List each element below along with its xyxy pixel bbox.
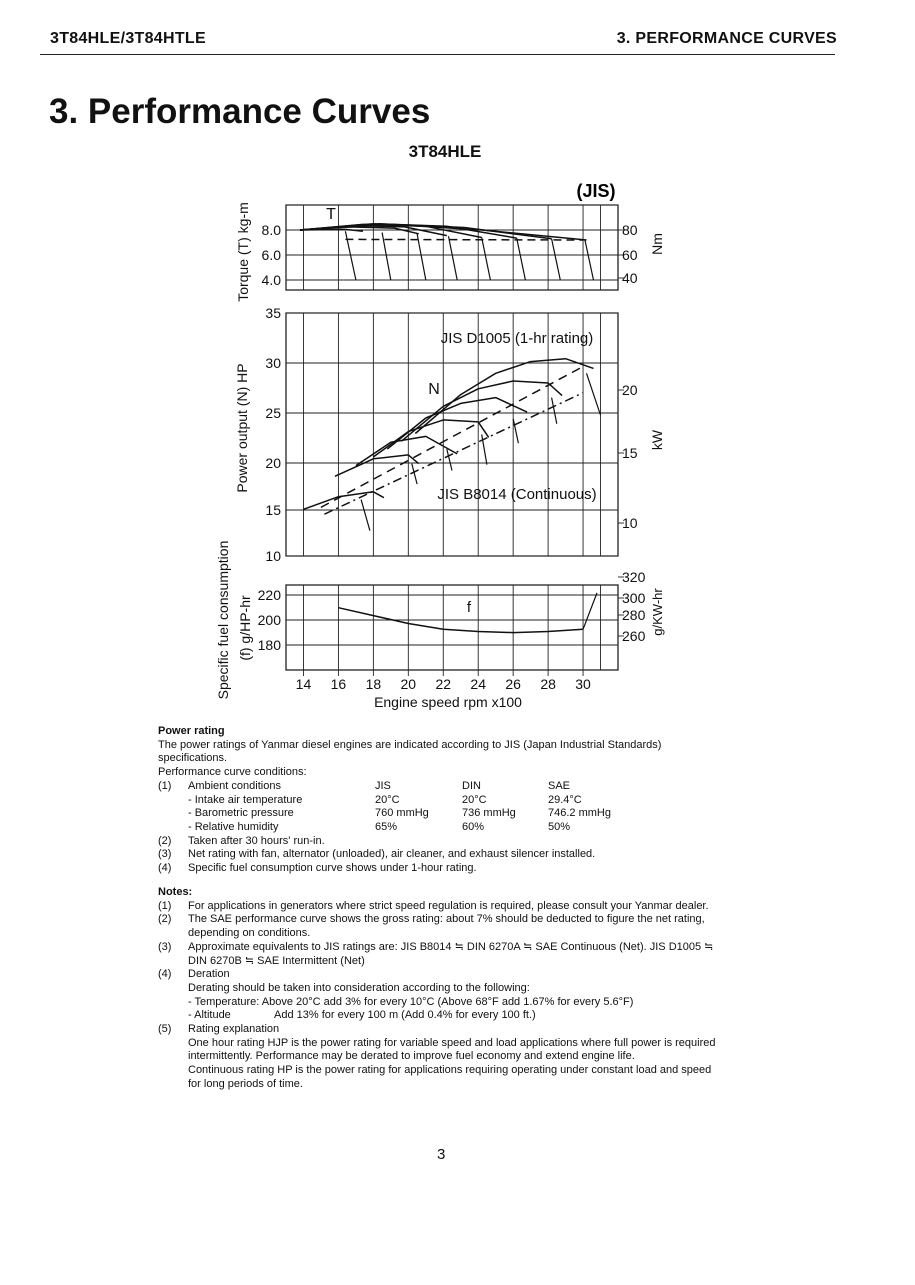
power-right-tick-label: 10	[622, 515, 638, 531]
fuel-left-tick-label: 220	[257, 587, 281, 603]
note-title: Deration	[188, 968, 230, 981]
power-governor-drop	[587, 373, 601, 415]
fuel-axis-subtitle: (f) g/HP-hr	[237, 595, 253, 661]
torque-left-tick-label: 4.0	[261, 272, 281, 288]
note-item	[158, 1023, 726, 1092]
power-rating-section	[158, 725, 726, 876]
page-title: 3. Performance Curves	[49, 92, 431, 131]
condition-label: - Barometric pressure	[188, 807, 294, 820]
torque-right-axis-title: Nm	[649, 233, 665, 255]
condition-din: 20°C	[462, 793, 487, 806]
torque-governor-drop	[482, 238, 491, 281]
annotation-jis-d1005: JIS D1005 (1-hr rating)	[440, 330, 594, 347]
power-curve	[304, 492, 384, 510]
power-governor-drop	[361, 500, 370, 531]
power-right-tick-label: 15	[622, 445, 638, 461]
torque-left-tick-label: 8.0	[261, 222, 281, 238]
item-number: (1)	[158, 779, 172, 792]
note-title: Rating explanation	[188, 1023, 280, 1036]
rating-one-hour: One hour rating HJP is the power rating for variable speed and load applications where full power is required intermittently. Performance may be derated to improve fuel economy and extend engine life.	[188, 1036, 716, 1063]
power-governor-drop	[412, 464, 417, 484]
power-left-tick-label: 20	[265, 455, 281, 471]
fuel-left-tick-label: 200	[257, 612, 281, 628]
x-tick-label: 30	[575, 676, 591, 692]
ambient-label: Ambient conditions	[188, 779, 281, 792]
power-left-tick-label: 25	[265, 405, 281, 421]
condition-sae: 50%	[548, 820, 571, 833]
power-left-tick-label: 30	[265, 355, 281, 371]
torque-right-tick-label: 40	[622, 270, 638, 286]
conditions-label: Performance curve conditions:	[158, 766, 307, 779]
x-tick-label: 14	[295, 676, 312, 692]
torque-axis-title: Torque (T) kg-m	[235, 202, 251, 302]
torque-continuous-line	[345, 239, 583, 240]
ambient-conditions	[158, 780, 726, 835]
power-curve	[415, 359, 593, 434]
chart-curves	[300, 224, 601, 633]
note-number: (4)	[158, 968, 172, 981]
note-text: Derating should be taken into consideration according to the following:	[188, 981, 530, 994]
x-tick-label: 28	[540, 676, 556, 692]
col-din: DIN	[462, 779, 481, 792]
item-text: Taken after 30 hours' run-in.	[188, 834, 325, 847]
item-number: (2)	[158, 834, 172, 847]
note-item	[158, 900, 726, 914]
condition-din: 736 mmHg	[462, 807, 516, 820]
rating-continuous: Continuous rating HP is the power rating for applications requiring operating under constant load and speed for long periods of time.	[188, 1064, 712, 1090]
torque-governor-drop	[417, 234, 426, 280]
x-tick-label: 26	[505, 676, 521, 692]
torque-governor-drop	[552, 239, 561, 280]
power-right-tick-label: 20	[622, 382, 638, 398]
header-section: 3. PERFORMANCE CURVES	[616, 30, 837, 47]
power-governor-drop	[513, 419, 518, 443]
condition-row	[188, 821, 726, 835]
fuel-right-axis-title: g/KW-hr	[650, 588, 665, 636]
chart-grid	[286, 205, 624, 676]
note-number: (3)	[158, 940, 172, 953]
fuel-right-tick-label: 300	[622, 590, 646, 606]
condition-label: - Intake air temperature	[188, 793, 303, 806]
power-axis-title: Power output (N) HP	[234, 363, 250, 493]
deration-temperature: - Temperature: Above 20°C add 3% for every 10°C (Above 68°F add 1.67% for every 5.6°F)	[188, 995, 634, 1008]
power-left-tick-label: 35	[265, 305, 281, 321]
x-tick-label: 20	[400, 676, 417, 692]
condition-label: - Relative humidity	[188, 820, 279, 833]
condition-item	[158, 862, 726, 876]
power-right-axis-title: kW	[649, 429, 665, 451]
x-tick-label: 16	[330, 676, 347, 692]
power-left-tick-label: 15	[265, 502, 281, 518]
condition-jis: 65%	[375, 820, 398, 833]
x-tick-label: 22	[435, 676, 452, 692]
condition-item	[158, 848, 726, 862]
condition-jis: 20°C	[375, 793, 400, 806]
deration-altitude	[188, 1009, 633, 1023]
note-number: (1)	[158, 899, 172, 912]
item-number: (4)	[158, 862, 172, 875]
fuel-right-tick-label: 260	[622, 628, 646, 644]
altitude-text: Add 13% for every 100 m (Add 0.4% for every 100 ft.)	[274, 1009, 536, 1022]
x-tick-label: 24	[470, 676, 486, 692]
fuel-axis-title: Specific fuel consumption	[215, 540, 231, 700]
note-item	[158, 941, 726, 968]
power-curve	[335, 455, 419, 476]
notes-heading: Notes:	[158, 886, 193, 898]
power-marker: N	[428, 381, 440, 398]
item-text: Specific fuel consumption curve shows under 1-hour rating.	[188, 862, 477, 875]
power-rating-heading: Power rating	[158, 725, 225, 737]
fuel-right-tick-label: 320	[622, 569, 646, 585]
col-sae: SAE	[548, 779, 571, 792]
item-number: (3)	[158, 848, 172, 861]
note-number: (5)	[158, 1023, 172, 1036]
fuel-consumption-rise	[583, 593, 597, 629]
fuel-left-tick-label: 180	[257, 637, 281, 653]
jis-standard-label: (JIS)	[576, 181, 616, 201]
condition-sae: 746.2 mmHg	[548, 807, 611, 820]
col-jis: JIS	[375, 779, 391, 792]
condition-jis: 760 mmHg	[375, 807, 429, 820]
note-text: The SAE performance curve shows the gross rating: about 7% should be deducted to figure the net rating, depending on conditions.	[188, 913, 705, 940]
fuel-right-tick-label: 280	[622, 607, 646, 623]
condition-row	[188, 794, 726, 808]
notes-section	[158, 886, 726, 1092]
power-curve	[373, 420, 488, 457]
altitude-label: - Altitude	[188, 1009, 231, 1022]
torque-governor-drop	[517, 238, 526, 280]
torque-governor-drop	[345, 231, 356, 280]
item-text: Net rating with fan, alternator (unloaded), air cleaner, and exhaust silencer installed.	[188, 848, 596, 861]
chart-labels	[215, 202, 665, 710]
torque-governor-drop	[449, 236, 458, 280]
chart-title: 3T84HLE	[408, 142, 482, 161]
power-left-tick-label: 10	[265, 548, 281, 564]
note-item	[158, 913, 726, 940]
header-model: 3T84HLE/3T84HTLE	[50, 30, 206, 47]
condition-row	[188, 807, 726, 821]
note-number: (2)	[158, 913, 172, 926]
condition-din: 60%	[462, 820, 485, 833]
page-number: 3	[437, 1146, 446, 1163]
x-axis-label: Engine speed rpm x100	[374, 694, 522, 710]
note-item	[158, 968, 726, 1023]
ambient-header-row	[188, 780, 726, 794]
power-governor-drop	[447, 449, 452, 470]
fuel-marker: f	[466, 599, 472, 616]
torque-right-tick-label: 60	[622, 247, 638, 263]
torque-right-tick-label: 80	[622, 222, 638, 238]
power-governor-drop	[552, 398, 557, 424]
torque-marker: T	[326, 206, 336, 223]
x-tick-label: 18	[365, 676, 382, 692]
annotation-jis-b8014: JIS B8014 (Continuous)	[437, 486, 597, 503]
fuel-frame	[286, 585, 618, 670]
note-text: Approximate equivalents to JIS ratings are: JIS B8014 ≒ DIN 6270A ≒ SAE Continuous (Net). JIS D1005 ≒ DIN 6270B ≒ SAE Intermittent (Net)	[188, 940, 714, 967]
power-rating-intro: The power ratings of Yanmar diesel engines are indicated according to JIS (Japan Industrial Standards) specifications.	[158, 738, 662, 765]
torque-left-tick-label: 6.0	[261, 247, 281, 263]
condition-item	[158, 835, 726, 849]
note-text: For applications in generators where strict speed regulation is required, please consult your Yanmar dealer.	[188, 899, 709, 912]
condition-sae: 29.4°C	[548, 793, 582, 806]
power-frame	[286, 313, 618, 556]
torque-governor-drop	[585, 239, 594, 280]
